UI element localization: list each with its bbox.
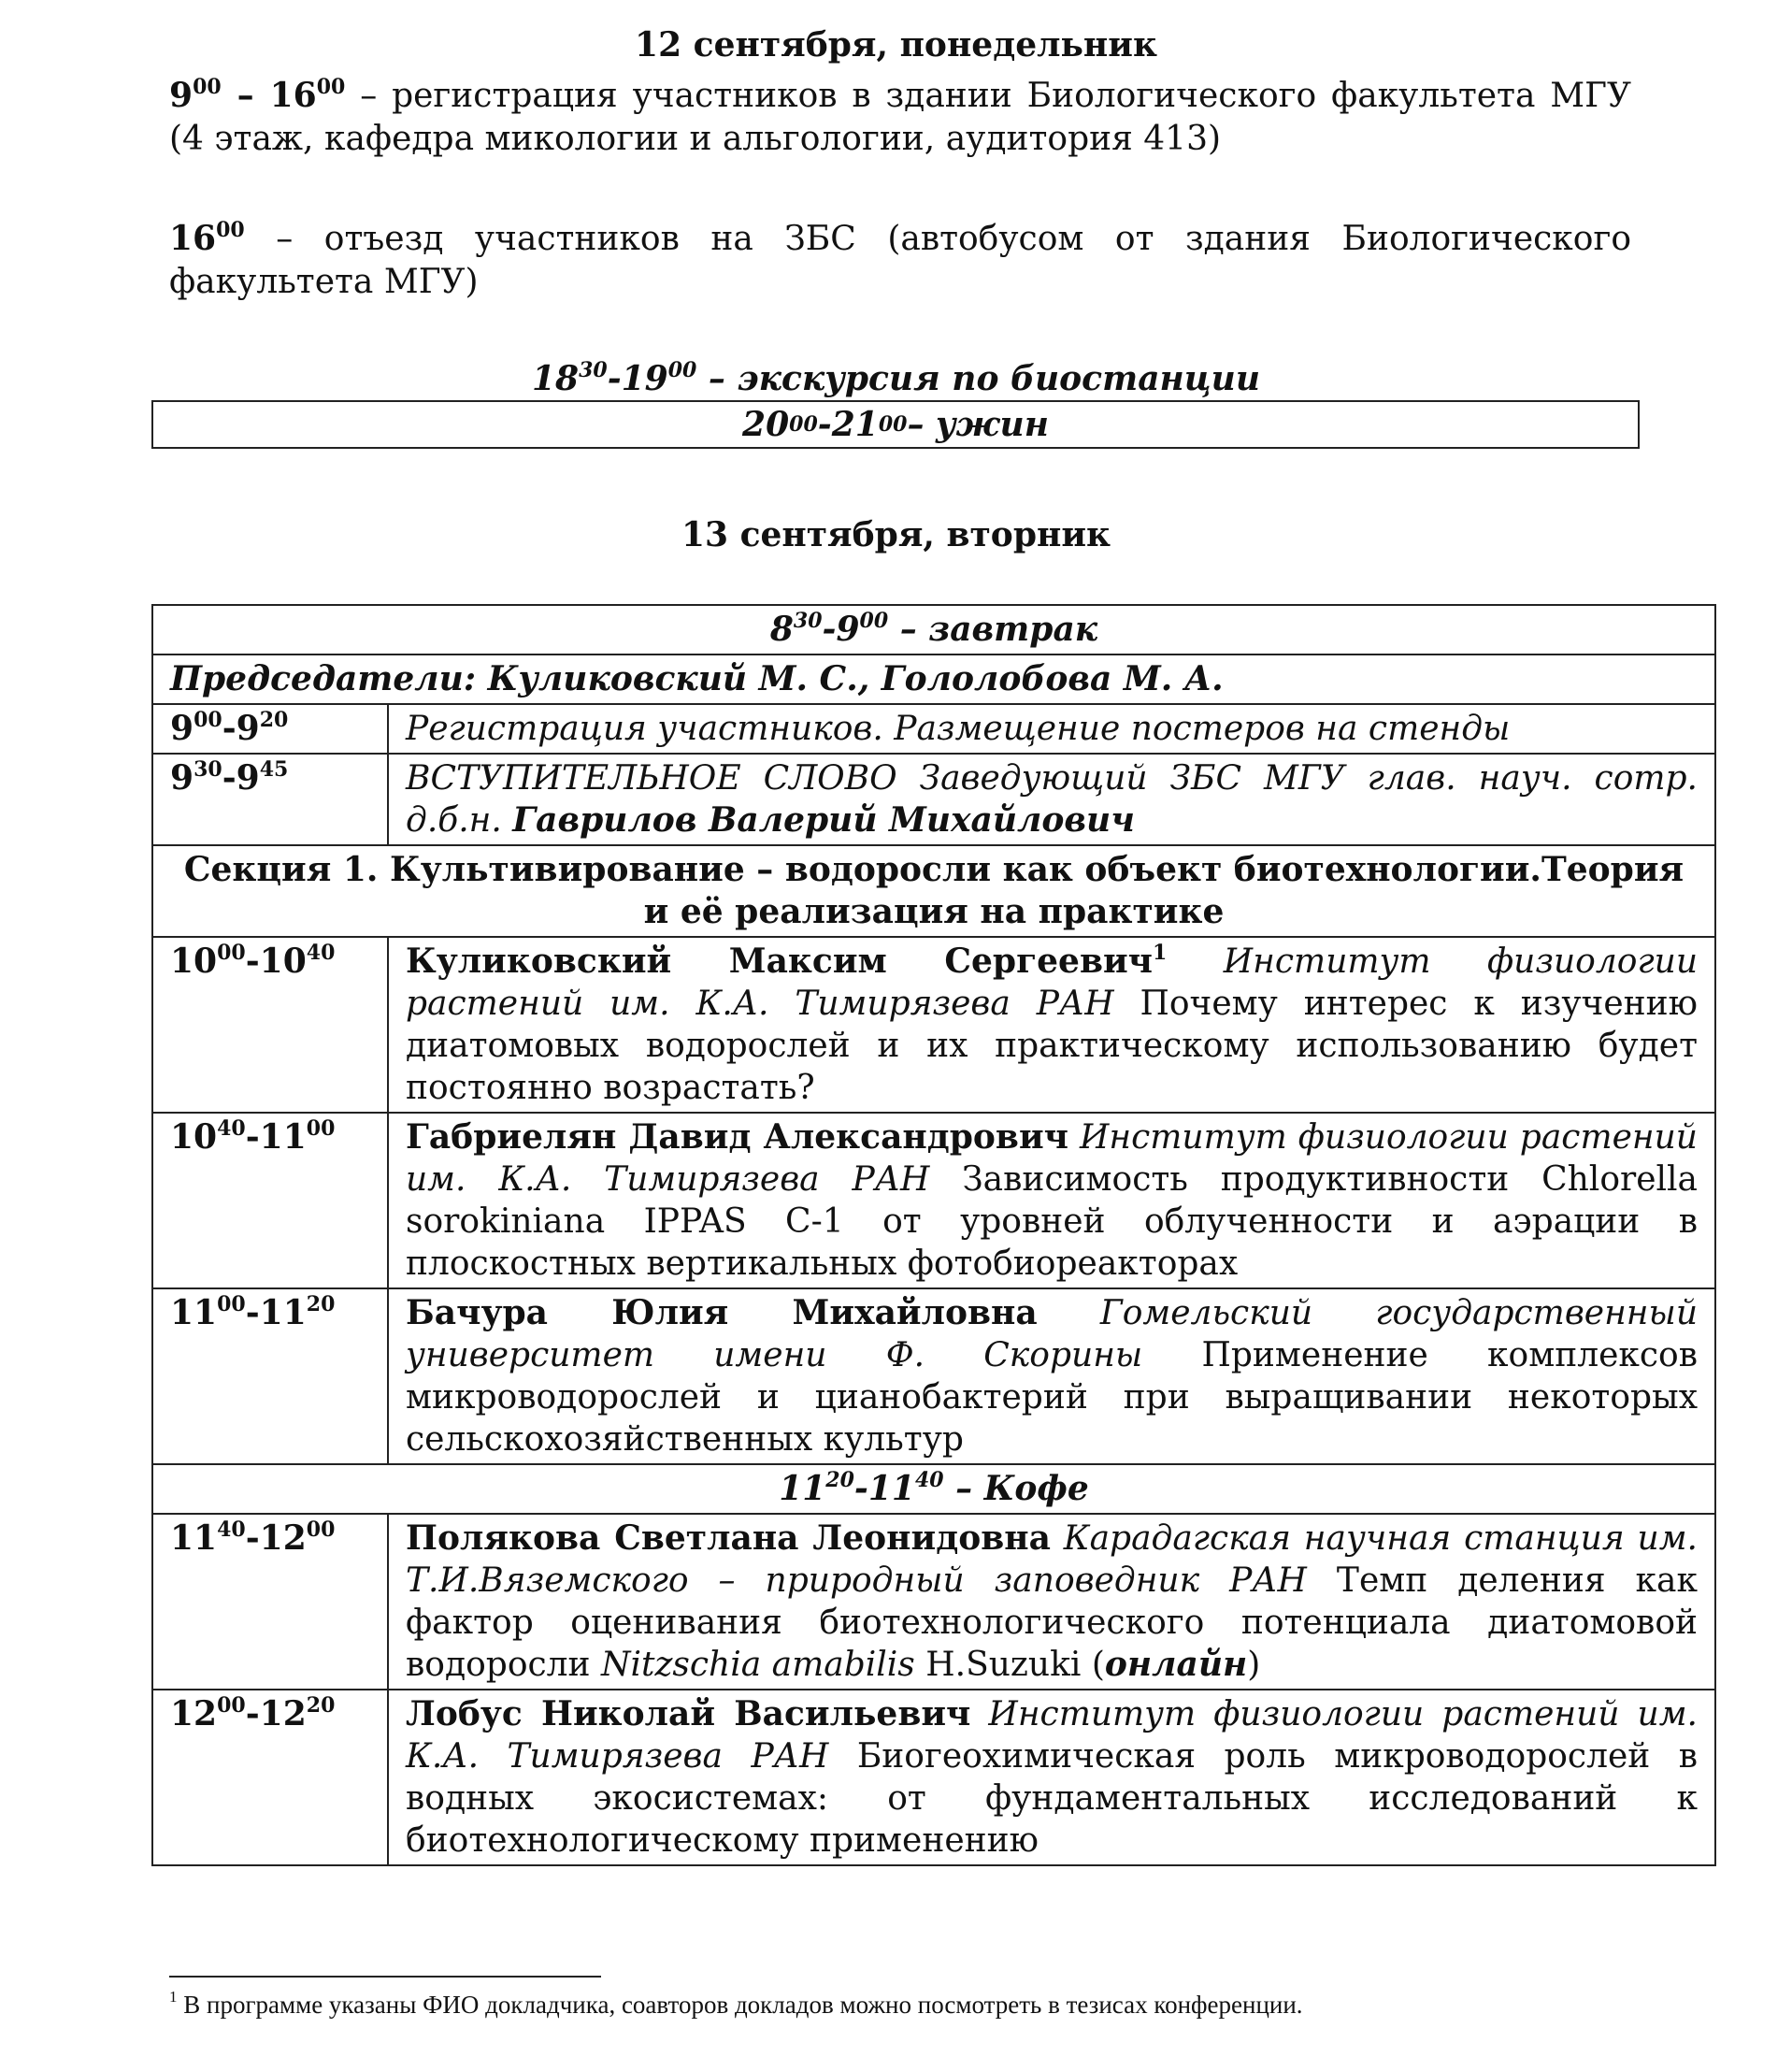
registration-row-text: Регистрация участников. Размещение постеров на стенды xyxy=(388,704,1715,754)
table-row xyxy=(152,1288,1715,1464)
talk-title: Применение комплексов микроводорослей и цианобактерий при выращивании некоторых сельскохозяйственных культур xyxy=(406,1336,1698,1459)
table-row xyxy=(152,1113,1715,1288)
speaker-name: Габриелян Давид Александрович xyxy=(406,1117,1068,1157)
table-row xyxy=(152,1690,1715,1865)
registration-time: $9^{00} - 16^{00}$ xyxy=(169,75,346,115)
time-cell: $9^{30}-9^{45}$ xyxy=(152,754,388,845)
registration-paragraph xyxy=(169,74,1631,161)
table-row xyxy=(152,704,1715,754)
table-row xyxy=(152,754,1715,845)
chairs-row xyxy=(152,654,1715,704)
speaker-name: Лобус Николай Васильевич xyxy=(406,1694,971,1733)
section-row xyxy=(152,845,1715,937)
talk-title: Темп деления как фактор оценивания биотехнологического потенциала диатомовой водоросли xyxy=(406,1561,1698,1684)
online-badge: онлайн xyxy=(1104,1645,1248,1684)
coffee-cell: $11^{20}-11^{40}$ – Кофе xyxy=(152,1464,1715,1514)
table-row xyxy=(152,937,1715,1113)
departure-paragraph xyxy=(169,217,1631,304)
departure-text: – отъезд участников на ЗБС (автобусом от здания Биологического факультета МГУ) xyxy=(169,220,1631,301)
time-cell: $12^{00}-12^{20}$ xyxy=(152,1690,388,1865)
affiliation: Гомельский государственный университет имени Ф. Скорины xyxy=(406,1294,1699,1374)
talk-cell xyxy=(388,1690,1715,1865)
footnote-divider xyxy=(169,1976,601,1978)
time-cell: $9^{00}-9^{20}$ xyxy=(152,704,388,754)
excursion-line: $18^{30}-19^{00}$ – экскурсия по биостанции xyxy=(531,358,1261,398)
time-cell: $11^{40}-12^{00}$ xyxy=(152,1514,388,1690)
departure-time: $16^{00}$ xyxy=(169,218,245,258)
talk-cell xyxy=(388,1288,1715,1464)
program-table xyxy=(151,604,1716,1866)
talk-cell: Полякова Светлана Леонидовна Карадагская научная станция им. Т.И.Вяземского – природный заповедник РАН Темп деления как фактор оценивания биотехнологического потенциала диатомовой водоросли Nitzschia amabilis H.Suzuki (онлайн) xyxy=(388,1514,1715,1690)
section-title: Секция 1. Культивирование – водоросли как объект биотехнологии.Теория и её реализация на практике xyxy=(152,845,1715,937)
day1-heading: 12 сентября, понедельник xyxy=(635,25,1157,65)
table-row xyxy=(152,1514,1715,1690)
speaker-name: Полякова Светлана Леонидовна xyxy=(406,1518,1051,1558)
time-cell: $11^{00}-11^{20}$ xyxy=(152,1288,388,1464)
affiliation: Институт физиологии растений им. К.А. Тимирязева РАН xyxy=(406,942,1699,1023)
affiliation: Карадагская научная станция им. Т.И.Вяземского – природный заповедник РАН xyxy=(406,1519,1698,1600)
affiliation: Институт физиологии растений им. К.А. Тимирязева РАН xyxy=(406,1118,1698,1199)
footnote xyxy=(169,1989,1665,2021)
dinner-box: 20 00 -21 00 – ужин xyxy=(151,400,1640,449)
day2-heading: 13 сентября, вторник xyxy=(681,515,1111,554)
talk-cell xyxy=(388,1113,1715,1288)
time-cell: $10^{40}-11^{00}$ xyxy=(152,1113,388,1288)
talk-title: Биогеохимическая роль микроводорослей в водных экосистемах: от фундаментальных исследований к биотехнологическому применению xyxy=(406,1737,1698,1860)
breakfast-row xyxy=(152,605,1715,654)
speaker-name: Бачура Юлия Михайловна xyxy=(406,1293,1038,1332)
talk-title: Почему интерес к изучению диатомовых водорослей и их практическому использованию будет постоянно возрастать? xyxy=(406,985,1698,1107)
talk-cell xyxy=(388,937,1715,1113)
talk-title: Зависимость продуктивности Chlorella sorokiniana IPPAS C-1 от уровней облученности и аэрации в плоскостных вертикальных фотобиореакторах xyxy=(406,1160,1698,1283)
registration-text: – регистрация участников в здании Биологического факультета МГУ (4 этаж, кафедра микологии и альгологии, аудитория 413) xyxy=(169,77,1631,158)
affiliation: Институт физиологии растений им. К.А. Тимирязева РАН xyxy=(406,1695,1698,1776)
time-cell: $10^{00}-10^{40}$ xyxy=(152,937,388,1113)
chairs-cell: Председатели: Куликовский М. С., Гололобова М. А. xyxy=(152,654,1715,704)
footnote-number: 1 xyxy=(169,1988,178,2006)
breakfast-cell: $8^{30}-9^{00}$ – завтрак xyxy=(152,605,1715,654)
species-name: Nitzschia amabilis xyxy=(600,1646,915,1684)
speaker-name: Куликовский Максим Сергеевич xyxy=(406,942,1154,981)
coffee-row xyxy=(152,1464,1715,1514)
opening-row-text: ВСТУПИТЕЛЬНОЕ СЛОВО Заведующий ЗБС МГУ глав. науч. сотр. д.б.н. Гаврилов Валерий Михайлович xyxy=(388,754,1715,845)
footnote-text: В программе указаны ФИО докладчика, соавторов докладов можно посмотреть в тезисах конференции. xyxy=(177,1991,1303,2019)
footnote-ref[interactable]: 1 xyxy=(1153,941,1168,965)
